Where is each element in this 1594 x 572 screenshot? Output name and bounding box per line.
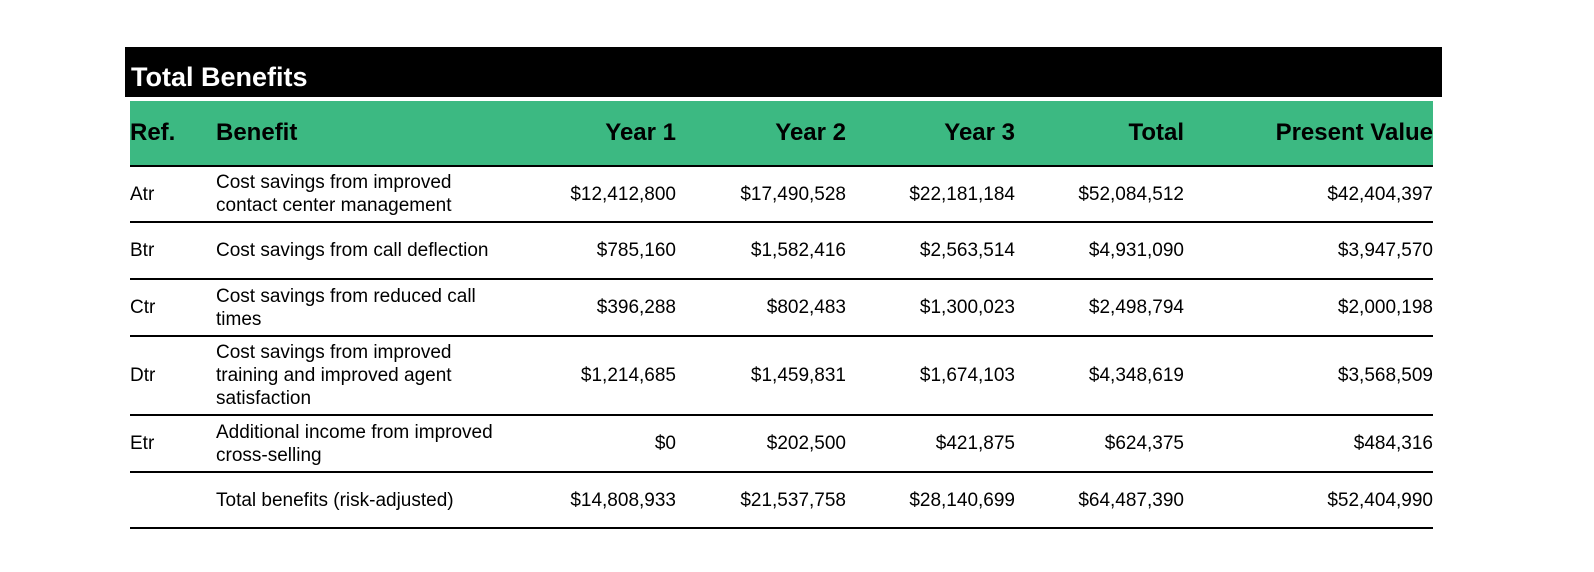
- row-total: $4,931,090: [1015, 222, 1184, 279]
- row-year-1: $12,412,800: [506, 166, 676, 222]
- row-year-1: $1,214,685: [506, 336, 676, 415]
- row-ref: Btr: [130, 222, 216, 279]
- row-ref: Dtr: [130, 336, 216, 415]
- row-year-3: $2,563,514: [846, 222, 1015, 279]
- row-year-3: $421,875: [846, 415, 1015, 472]
- total-present-value: $52,404,990: [1184, 472, 1433, 528]
- header-year-2: Year 2: [676, 101, 846, 166]
- row-year-1: $785,160: [506, 222, 676, 279]
- row-year-1: $396,288: [506, 279, 676, 336]
- header-benefit: Benefit: [216, 101, 506, 166]
- header-row: [130, 101, 1433, 166]
- total-year-3: $28,140,699: [846, 472, 1015, 528]
- row-present-value: $3,947,570: [1184, 222, 1433, 279]
- row-year-1: $0: [506, 415, 676, 472]
- row-present-value: $484,316: [1184, 415, 1433, 472]
- row-year-3: $1,300,023: [846, 279, 1015, 336]
- row-ref: Etr: [130, 415, 216, 472]
- row-ref: Ctr: [130, 279, 216, 336]
- total-row: [130, 472, 1433, 528]
- table-title: Total Benefits: [125, 47, 1442, 97]
- table-row: [130, 166, 1433, 222]
- header-present-value: Present Value: [1184, 101, 1433, 166]
- row-benefit: Cost savings from improved training and improved agent satisfaction: [216, 336, 506, 415]
- row-year-2: $202,500: [676, 415, 846, 472]
- row-year-3: $22,181,184: [846, 166, 1015, 222]
- table-row: [130, 222, 1433, 279]
- table-row: [130, 415, 1433, 472]
- header-year-1: Year 1: [506, 101, 676, 166]
- row-present-value: $3,568,509: [1184, 336, 1433, 415]
- table-row: [130, 336, 1433, 415]
- header-year-3: Year 3: [846, 101, 1015, 166]
- row-benefit: Cost savings from reduced call times: [216, 279, 506, 336]
- row-benefit: Cost savings from improved contact center management: [216, 166, 506, 222]
- header-ref: Ref.: [130, 101, 216, 166]
- header-total: Total: [1015, 101, 1184, 166]
- total-ref: [130, 472, 216, 528]
- table-row: [130, 279, 1433, 336]
- row-benefit: Cost savings from call deflection: [216, 222, 506, 279]
- benefits-table: [130, 101, 1433, 529]
- row-total: $624,375: [1015, 415, 1184, 472]
- row-total: $4,348,619: [1015, 336, 1184, 415]
- row-total: $2,498,794: [1015, 279, 1184, 336]
- row-year-2: $802,483: [676, 279, 846, 336]
- row-year-2: $1,459,831: [676, 336, 846, 415]
- row-present-value: $42,404,397: [1184, 166, 1433, 222]
- total-year-2: $21,537,758: [676, 472, 846, 528]
- row-benefit: Additional income from improved cross-selling: [216, 415, 506, 472]
- total-year-1: $14,808,933: [506, 472, 676, 528]
- row-year-3: $1,674,103: [846, 336, 1015, 415]
- row-year-2: $17,490,528: [676, 166, 846, 222]
- row-year-2: $1,582,416: [676, 222, 846, 279]
- total-label: Total benefits (risk-adjusted): [216, 472, 506, 528]
- row-present-value: $2,000,198: [1184, 279, 1433, 336]
- row-total: $52,084,512: [1015, 166, 1184, 222]
- total-total: $64,487,390: [1015, 472, 1184, 528]
- row-ref: Atr: [130, 166, 216, 222]
